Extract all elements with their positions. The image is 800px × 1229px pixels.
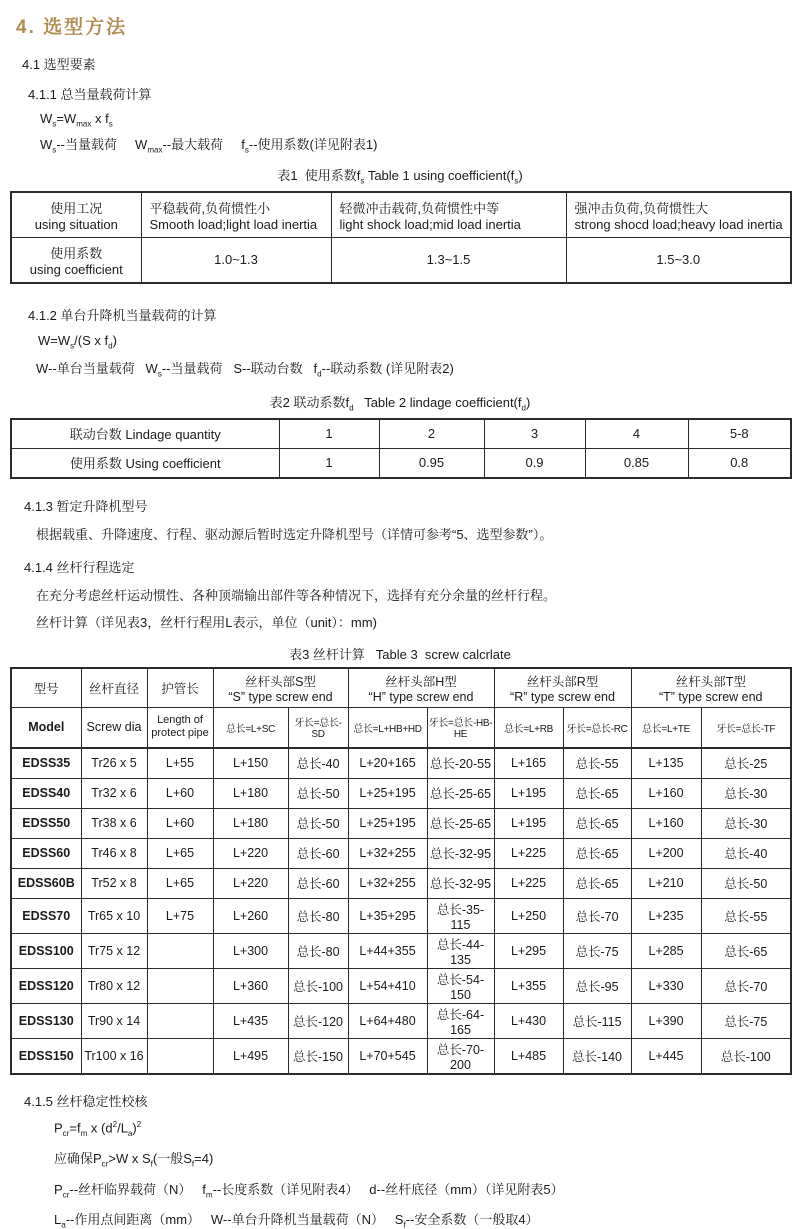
header-group-r: [494, 668, 631, 708]
section-heading-4-1-1: 4.1.1 总当量载荷计算: [28, 87, 152, 102]
cell-h-total: L+20+165: [348, 748, 427, 779]
header-group-s: [213, 668, 348, 708]
header-t-thread: 牙长=总长-TF: [701, 707, 791, 748]
table-row: [11, 868, 791, 898]
cell-pipe-length: L+60: [147, 808, 213, 838]
header-model-cn: 型号: [11, 668, 81, 708]
cell-h-thread: 总长-32-95: [427, 838, 494, 868]
cell-screw-dia: Tr75 x 12: [81, 933, 147, 968]
cell-t-thread: 总长-40: [701, 838, 791, 868]
cell-pipe-length: L+65: [147, 838, 213, 868]
cell-r-total: L+485: [494, 1038, 563, 1074]
cell-s-total: L+150: [213, 748, 288, 779]
cell-h-thread: 总长-70-200: [427, 1038, 494, 1074]
cell-s-total: L+180: [213, 808, 288, 838]
table-row: [11, 838, 791, 868]
header-en: strong shocd load;heavy load inertia: [574, 216, 783, 232]
cell-h-thread: 总长-64-165: [427, 1003, 494, 1038]
legend-4-1-2: W--单台当量载荷 $W_s--$当量载荷 S--联动台数 $f_d--$联动系数 (详见附表2): [36, 361, 454, 379]
cell-h-total: L+44+355: [348, 933, 427, 968]
cell-screw-dia: Tr100 x 16: [81, 1038, 147, 1074]
table-header-row: [11, 668, 791, 708]
cell-t-total: L+330: [631, 968, 701, 1003]
value-cell: 5-8: [688, 419, 791, 449]
cell-s-total: L+180: [213, 778, 288, 808]
table-row: [11, 748, 791, 779]
cell-t-total: L+200: [631, 838, 701, 868]
cell-r-thread: 总长-75: [563, 933, 631, 968]
cell-h-thread: 总长-35-115: [427, 898, 494, 933]
cell-h-total: L+64+480: [348, 1003, 427, 1038]
header-group-t: [631, 668, 791, 708]
cell-h-total: L+25+195: [348, 778, 427, 808]
cell-r-thread: 总长-140: [563, 1038, 631, 1074]
cell-r-total: L+430: [494, 1003, 563, 1038]
header-en: light shock load;mid load inertia: [339, 216, 521, 232]
header-r-total: 总长=L+RB: [494, 707, 563, 748]
table1-caption: 表1 使用系数$f_s$ Table 1 using $coefficient(f_s)$: [277, 168, 523, 186]
cell-s-total: L+435: [213, 1003, 288, 1038]
cell-t-thread: 总长-65: [701, 933, 791, 968]
cell-model: EDSS50: [11, 808, 81, 838]
cell-s-thread: 总长-80: [288, 933, 348, 968]
cell-s-total: L+220: [213, 868, 288, 898]
cell-h-total: L+35+295: [348, 898, 427, 933]
cell-s-thread: 总长-50: [288, 778, 348, 808]
cell-screw-dia: Tr65 x 10: [81, 898, 147, 933]
cell-s-thread: 总长-40: [288, 748, 348, 779]
header-pipe-cn: 护管长: [147, 668, 213, 708]
group-cn: 丝杆头部T型: [675, 674, 746, 689]
header-cell: [331, 192, 566, 238]
table2-caption: 表2 联动系数$f_d$ Table 2 lindage $coefficient(f_d)$: [269, 394, 531, 413]
row-label-cell: 使用系数 Using coefficient: [11, 448, 279, 478]
value-cell: 0.9: [484, 448, 585, 478]
value-cell: 3: [484, 419, 585, 449]
cell-screw-dia: Tr90 x 14: [81, 1003, 147, 1038]
section-heading-4-1-4: 4.1.4 丝杆行程选定: [24, 559, 135, 575]
header-cn: 轻微冲击载荷,负荷惯性中等: [339, 200, 500, 216]
cell-t-total: L+135: [631, 748, 701, 779]
cell-s-thread: 总长-80: [288, 898, 348, 933]
cell-model: EDSS70: [11, 898, 81, 933]
body-4-1-3: 根据载重、升降速度、行程、驱动源后暂时选定升降机型号（详情可参考“5、选型参数”）。: [36, 526, 553, 542]
header-model-en: Model: [11, 707, 81, 748]
cell-h-thread: 总长-44-135: [427, 933, 494, 968]
formula-total-equivalent-load: $W_s=W_{max}$ x $f_s$: [40, 111, 113, 129]
cell-model: EDSS60: [11, 838, 81, 868]
cell-pipe-length: L+65: [147, 868, 213, 898]
cell-screw-dia: Tr32 x 6: [81, 778, 147, 808]
body-4-1-4-b: 丝杆计算（详见表3，丝杆行程用L表示，单位（unit）：mm): [36, 614, 377, 630]
header-s-total: 总长=L+SC: [213, 707, 288, 748]
header-t-total: 总长=L+TE: [631, 707, 701, 748]
page-title: 4. 选型方法: [16, 17, 128, 38]
label-en: using coefficient: [29, 261, 123, 277]
cell-s-total: L+220: [213, 838, 288, 868]
value-cell: 2: [379, 419, 484, 449]
document-page: [0, 12, 800, 1229]
section-heading-4-1-2: 4.1.2 单台升降机当量载荷的计算: [28, 307, 217, 323]
cell-s-thread: 总长-60: [288, 868, 348, 898]
cell-model: EDSS35: [11, 748, 81, 779]
cell-t-total: L+390: [631, 1003, 701, 1038]
cell-screw-dia: Tr80 x 12: [81, 968, 147, 1003]
table1-using-coefficient: [10, 191, 792, 284]
header-group-h: [348, 668, 494, 708]
group-en: “R” type screw end: [510, 689, 615, 704]
cell-r-thread: 总长-55: [563, 748, 631, 779]
header-en: using situation: [34, 216, 118, 232]
cell-s-thread: 总长-150: [288, 1038, 348, 1074]
row-label-cell: 联动台数 Lindage quantity: [11, 419, 279, 449]
cell-h-total: L+70+545: [348, 1038, 427, 1074]
header-cn: 强冲击负荷,负荷惯性大: [574, 200, 709, 216]
header-en: Smooth load;light load inertia: [149, 216, 318, 232]
cell-h-thread: 总长-54-150: [427, 968, 494, 1003]
value-cell: 1.0~1.3: [141, 237, 331, 283]
cell-t-thread: 总长-30: [701, 778, 791, 808]
cell-t-total: L+160: [631, 808, 701, 838]
cell-pipe-length: L+60: [147, 778, 213, 808]
cell-model: EDSS100: [11, 933, 81, 968]
table-row: [11, 237, 791, 283]
value-cell: 4: [585, 419, 688, 449]
table-row: [11, 448, 791, 478]
cell-r-thread: 总长-65: [563, 868, 631, 898]
cell-screw-dia: Tr38 x 6: [81, 808, 147, 838]
cell-r-total: L+165: [494, 748, 563, 779]
table-row: [11, 968, 791, 1003]
section-heading-4-1: 4.1 选型要素: [22, 57, 96, 72]
group-cn: 丝杆头部H型: [385, 674, 457, 689]
cell-r-thread: 总长-65: [563, 808, 631, 838]
body-4-1-4-a: 在充分考虑丝杆运动惯性、各种顶端输出部件等各种情况下，选择有充分余量的丝杆行程。: [36, 587, 557, 603]
cell-t-thread: 总长-25: [701, 748, 791, 779]
header-r-thread: 牙长=总长-RC: [563, 707, 631, 748]
section-heading-4-1-5: 4.1.5 丝杆稳定性校核: [24, 1093, 148, 1109]
table3-caption: 表3 丝杆计算 Table 3 screw calcrlate: [289, 646, 511, 662]
cell-t-thread: 总长-70: [701, 968, 791, 1003]
header-s-thread: 牙长=总长-SD: [288, 707, 348, 748]
table-header-row: [11, 707, 791, 748]
cell-s-total: L+260: [213, 898, 288, 933]
group-en: “H” type screw end: [368, 689, 474, 704]
cell-pipe-length: L+55: [147, 748, 213, 779]
group-en: “S” type screw end: [228, 689, 333, 704]
group-cn: 丝杆头部S型: [245, 674, 316, 689]
cell-h-total: L+54+410: [348, 968, 427, 1003]
header-dia-en: Screw dia: [81, 707, 147, 748]
header-cell: [11, 192, 141, 238]
table-row: [11, 419, 791, 449]
value-cell: 1: [279, 448, 379, 478]
cell-pipe-length: [147, 968, 213, 1003]
value-cell: 0.95: [379, 448, 484, 478]
cell-t-total: L+445: [631, 1038, 701, 1074]
table2-linkage-coefficient: [10, 418, 792, 479]
cell-h-thread: 总长-32-95: [427, 868, 494, 898]
cell-h-total: L+32+255: [348, 868, 427, 898]
cell-r-total: L+250: [494, 898, 563, 933]
value-cell: 0.85: [585, 448, 688, 478]
group-cn: 丝杆头部R型: [526, 674, 599, 689]
table-row: [11, 808, 791, 838]
cell-s-thread: 总长-50: [288, 808, 348, 838]
cell-t-thread: 总长-30: [701, 808, 791, 838]
cell-t-thread: 总长-75: [701, 1003, 791, 1038]
legend-4-1-5-a: $P_{cr}--$丝杆临界载荷（N） $f_m--$长度系数（详见附表4） d--丝杆底径（mm）（详见附表5）: [54, 1182, 564, 1200]
cell-t-total: L+285: [631, 933, 701, 968]
cell-s-thread: 总长-60: [288, 838, 348, 868]
formula-single-unit-load: $W=W_s/(S$ x $f_d$): [38, 332, 117, 351]
table-row: [11, 933, 791, 968]
section-heading-4-1-3: 4.1.3 暂定升降机型号: [24, 498, 148, 514]
cell-t-thread: 总长-100: [701, 1038, 791, 1074]
value-cell: 1.5~3.0: [566, 237, 791, 283]
cell-screw-dia: Tr52 x 8: [81, 868, 147, 898]
cell-screw-dia: Tr46 x 8: [81, 838, 147, 868]
table-row: [11, 1003, 791, 1038]
group-en: “T” type screw end: [659, 689, 763, 704]
header-cn: 使用工况: [50, 200, 103, 216]
header-dia-cn: 丝杆直径: [81, 668, 147, 708]
cell-s-thread: 总长-100: [288, 968, 348, 1003]
cell-r-thread: 总长-65: [563, 838, 631, 868]
value-cell: 0.8: [688, 448, 791, 478]
cell-r-thread: 总长-70: [563, 898, 631, 933]
cell-h-thread: 总长-25-65: [427, 808, 494, 838]
cell-t-total: L+210: [631, 868, 701, 898]
cell-s-thread: 总长-120: [288, 1003, 348, 1038]
cell-s-total: L+495: [213, 1038, 288, 1074]
cell-model: EDSS120: [11, 968, 81, 1003]
cell-r-total: L+195: [494, 808, 563, 838]
table-row: [11, 778, 791, 808]
cell-screw-dia: Tr26 x 5: [81, 748, 147, 779]
value-cell: 1: [279, 419, 379, 449]
formula-safety-check: 应确保$P_{cr}>W$ x $S_f$(一般$S_f=4$): [54, 1151, 214, 1170]
cell-t-thread: 总长-55: [701, 898, 791, 933]
formula-critical-load: $P_{cr}=f_m$ x $(d^2/L_a)^2$: [54, 1119, 142, 1138]
value-cell: 1.3~1.5: [331, 237, 566, 283]
cell-h-thread: 总长-25-65: [427, 778, 494, 808]
table-row: [11, 898, 791, 933]
cell-model: EDSS130: [11, 1003, 81, 1038]
cell-s-total: L+300: [213, 933, 288, 968]
table3-screw-calculate: [10, 667, 792, 1075]
cell-h-total: L+32+255: [348, 838, 427, 868]
cell-h-thread: 总长-20-55: [427, 748, 494, 779]
cell-model: EDSS150: [11, 1038, 81, 1074]
table3-body: [11, 748, 791, 1074]
cell-r-thread: 总长-65: [563, 778, 631, 808]
header-cn: 平稳载荷,负荷惯性小: [149, 200, 271, 216]
cell-h-total: L+25+195: [348, 808, 427, 838]
cell-r-total: L+355: [494, 968, 563, 1003]
header-h-thread: 牙长=总长-HB-HE: [427, 707, 494, 748]
header-h-total: 总长=L+HB+HD: [348, 707, 427, 748]
cell-r-thread: 总长-115: [563, 1003, 631, 1038]
legend-4-1-5-b: $L_a--$作用点间距离（mm） W--单台升降机当量载荷（N） $S_f--$安全系数（一般取4）: [54, 1211, 539, 1229]
header-cell: [566, 192, 791, 238]
cell-r-total: L+295: [494, 933, 563, 968]
table-row: [11, 192, 791, 238]
cell-t-total: L+160: [631, 778, 701, 808]
cell-t-total: L+235: [631, 898, 701, 933]
legend-4-1-1: $W_s--$当量载荷 $W_{max}--$最大载荷 $f_s--$使用系数(详见附表1): [40, 136, 378, 155]
header-cell: [141, 192, 331, 238]
cell-r-total: L+225: [494, 838, 563, 868]
label-cn: 使用系数: [50, 245, 103, 261]
row-label-cell: [11, 237, 141, 283]
cell-r-total: L+225: [494, 868, 563, 898]
cell-pipe-length: L+75: [147, 898, 213, 933]
cell-s-total: L+360: [213, 968, 288, 1003]
cell-pipe-length: [147, 933, 213, 968]
cell-t-thread: 总长-50: [701, 868, 791, 898]
header-pipe-en: Length of protect pipe: [147, 707, 213, 748]
cell-model: EDSS60B: [11, 868, 81, 898]
cell-r-thread: 总长-95: [563, 968, 631, 1003]
cell-pipe-length: [147, 1003, 213, 1038]
cell-model: EDSS40: [11, 778, 81, 808]
cell-r-total: L+195: [494, 778, 563, 808]
